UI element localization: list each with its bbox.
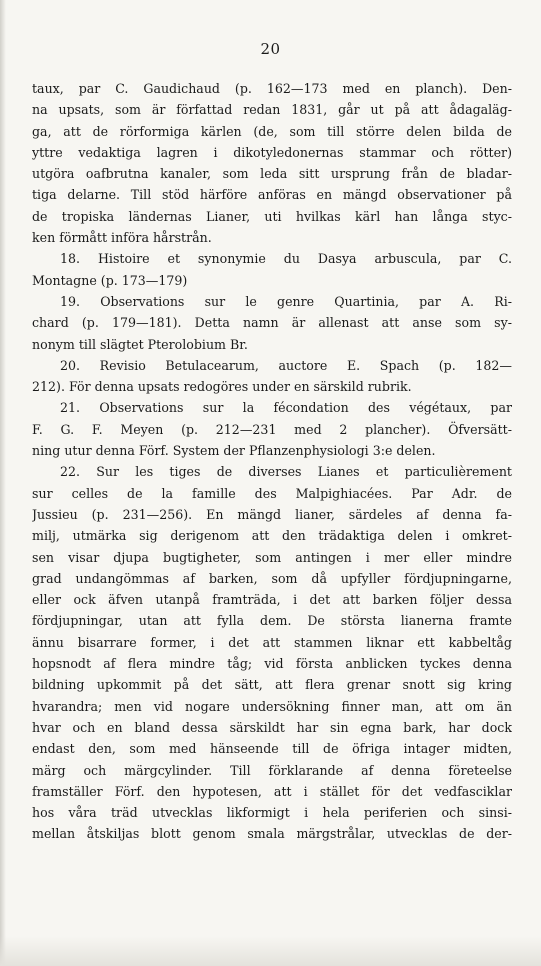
text-line: Jussieu (p. 231—256). En mängd lianer, särdeles af denna fa-	[32, 506, 512, 522]
text-line: endast den, som med hänseende till de öfriga intager midten,	[32, 741, 512, 757]
text-line: framställer Förf. den hypotesen, att i stället för det vedfasciklar	[32, 783, 512, 799]
text-line: taux, par C. Gaudichaud (p. 162—173 med en planch). Den-	[32, 81, 512, 96]
text-line: ken förmått införa hårstrån.	[32, 230, 212, 246]
text-line: hvar och en bland dessa särskildt har sin egna bark, har dock	[32, 719, 512, 735]
text-line: sur celles de la famille des Malpighiacées. Par Adr. de	[32, 485, 512, 501]
body-text	[32, 78, 512, 845]
page-bottom-shade	[0, 936, 541, 966]
text-line: märg och märgcylinder. Till förklarande af denna företeelse	[32, 762, 512, 778]
text-line: 212). För denna upsats redogöres under en särskild rubrik.	[32, 379, 412, 395]
text-line: eller ock äfven utanpå framträda, i det att barken följer dessa	[32, 592, 512, 608]
text-line: hvarandra; men vid nogare undersökning finner man, att om än	[32, 698, 512, 714]
text-line: mellan åtskiljas blott genom smala märgstrålar, utvecklas de der-	[32, 826, 512, 842]
page-edge-shadow	[0, 0, 6, 966]
text-line: hopsnodt af flera mindre tåg; vid första anblicken tyckes denna	[32, 656, 512, 672]
text-line: tiga delarne. Till stöd härföre anföras en mängd observationer på	[32, 187, 512, 203]
text-line: F. G. F. Meyen (p. 212—231 med 2 plancher). Öfversätt-	[32, 421, 512, 437]
text-line: ännu bisarrare former, i det att stammen liknar ett kabbeltåg	[32, 634, 512, 650]
text-line: chard (p. 179—181). Detta namn är allenast att anse som sy-	[32, 315, 512, 331]
page-number: 20	[260, 40, 281, 58]
text-line: 21. Observations sur la fécondation des végétaux, par	[60, 400, 512, 416]
text-line: Montagne (p. 173—179)	[32, 272, 188, 288]
text-line: ning utur denna Förf. System der Pflanzenphysiologi 3:e delen.	[32, 443, 436, 459]
text-line: bildning upkommit på det sätt, att flera grenar snott sig kring	[32, 677, 512, 693]
text-line: yttre vedaktiga lagren i dikotyledonernas stammar och rötter)	[32, 144, 512, 160]
text-line: milj, utmärka sig derigenom att den trädaktiga delen i omkret-	[32, 528, 512, 544]
text-line: nonym till slägtet Pterolobium Br.	[32, 336, 248, 352]
text-line: na upsats, som är författad redan 1831, går ut på att ådagaläg-	[32, 102, 512, 118]
text-line: grad undangömmas af barken, som då upfyller fördjupningarne,	[32, 570, 512, 586]
text-line: sen visar djupa bugtigheter, som antingen i mer eller mindre	[32, 549, 512, 565]
text-line: ga, att de rörformiga kärlen (de, som till större delen bilda de	[32, 123, 512, 139]
text-line: de tropiska ländernas Lianer, uti hvilkas kärl han långa styc-	[32, 208, 512, 224]
text-line: 19. Observations sur le genre Quartinia, par A. Ri-	[60, 293, 512, 309]
text-line: fördjupningar, utan att fylla dem. De största lianerna framte	[32, 613, 512, 629]
text-line: hos våra träd utvecklas likformigt i hela periferien och sinsi-	[32, 805, 512, 821]
text-line: 22. Sur les tiges de diverses Lianes et particulièrement	[60, 464, 512, 480]
text-line: 20. Revisio Betulacearum, auctore E. Spach (p. 182—	[60, 357, 512, 373]
text-line: 18. Histoire et synonymie du Dasya arbuscula, par C.	[60, 251, 512, 267]
text-line: utgöra oafbrutna kanaler, som leda sitt ursprung från de bladar-	[32, 166, 512, 182]
